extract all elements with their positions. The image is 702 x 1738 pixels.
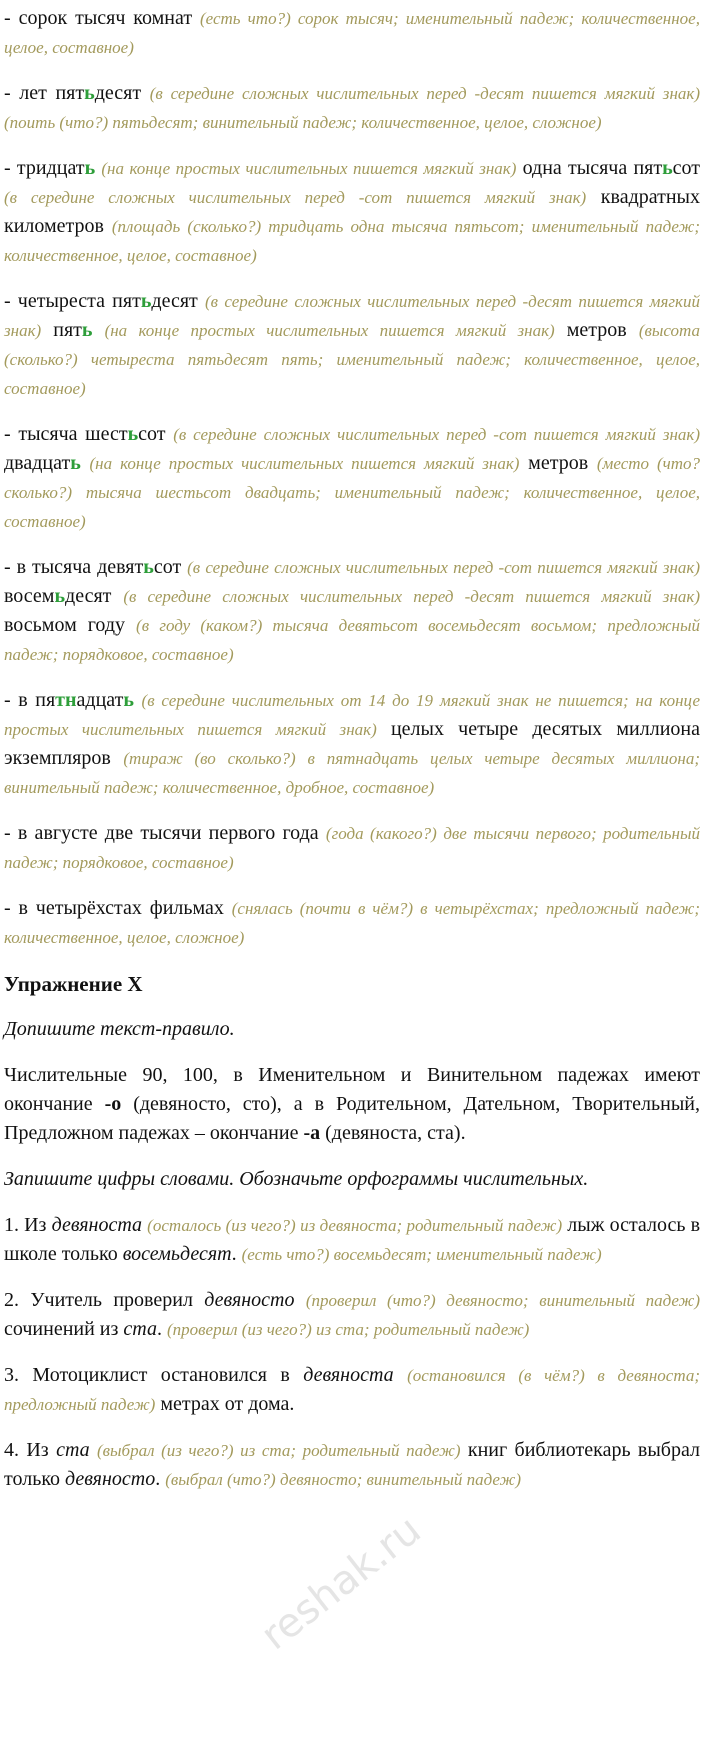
text-fragment: сочинений из: [4, 1318, 124, 1340]
text-fragment: сот: [153, 556, 188, 578]
numeral-word: девяносто: [65, 1468, 156, 1490]
text-fragment: Числительные 90, 100, в Именительном и Винительном падежах имеют окончание: [4, 1064, 700, 1115]
grammar-comment: (тираж (во сколько?) в пятнадцать целых четыре десятых миллиона; винительный падеж; количественное, дробное, составное): [4, 749, 700, 797]
grammar-comment: (есть что?) восемьдесят; именительный падеж): [241, 1245, 602, 1264]
text-fragment: целых четыре десятых миллиона экземпляров: [4, 718, 700, 769]
orthogram-highlight: ь: [84, 157, 96, 179]
text-fragment: метрах от дома.: [155, 1393, 295, 1415]
grammar-comment: (проверил (что?) девяносто; винительный падеж): [305, 1291, 701, 1310]
text-fragment: (девяносто, сто), а в Родительном, Дательном, Творительный, Предложном падежах – окончание: [4, 1093, 700, 1144]
text-fragment: 2. Учитель проверил: [4, 1289, 205, 1311]
orthogram-highlight: ь: [84, 82, 95, 104]
numeral-word: ста: [123, 1318, 157, 1340]
sentence-list: [4, 1211, 700, 1494]
orthogram-highlight: ь: [123, 689, 134, 711]
grammar-comment: (на конце простых числительных пишется мягкий знак): [89, 454, 520, 473]
grammar-comment: (на конце простых числительных пишется мягкий знак): [104, 321, 555, 340]
text-fragment: .: [155, 1468, 166, 1490]
grammar-comment: (в середине сложных числительных перед -сот пишется мягкий знак): [4, 188, 587, 207]
text-fragment: - четыреста пят: [4, 290, 141, 312]
text-fragment: восем: [4, 585, 55, 607]
grammar-comment: (в середине сложных числительных перед -десят пишется мягкий знак): [4, 292, 701, 340]
text-fragment: восьмом году: [4, 614, 137, 636]
text-fragment: - в тысяча девят: [4, 556, 144, 578]
text-fragment: десят: [94, 82, 150, 104]
ending-bold: -а: [303, 1122, 321, 1144]
numeral-item: [4, 420, 700, 536]
text-fragment: - в четырёхстах фильмах: [4, 897, 232, 919]
text-fragment: [90, 1439, 97, 1461]
grammar-comment: (площадь (сколько?) тридцать одна тысяча пятьсот; именительный падеж; количественное, целое, составное): [4, 217, 700, 265]
numeral-item: [4, 4, 700, 62]
grammar-comment: (в середине сложных числительных перед -сот пишется мягкий знак): [173, 425, 701, 444]
text-fragment: - в августе две тысячи первого года: [4, 822, 326, 844]
sentence-item: [4, 1361, 700, 1419]
numeral-item: [4, 686, 700, 802]
orthogram-highlight: ь: [127, 423, 139, 445]
text-fragment: книг библиотекарь выбрал только: [4, 1439, 701, 1490]
grammar-comment: (высота (сколько?) четыреста пятьдесят пять; именительный падеж; количественное, целое, составное): [4, 321, 700, 398]
orthogram-highlight: ь: [662, 157, 673, 179]
text-fragment: адцат: [76, 689, 124, 711]
rule-text: [4, 1061, 700, 1148]
watermark: reshak.ru: [252, 1506, 430, 1660]
text-fragment: сот: [672, 157, 701, 179]
numeral-item: [4, 553, 700, 669]
text-fragment: [394, 1364, 407, 1386]
grammar-comment: (осталось (из чего?) из девяноста; родительный падеж): [147, 1216, 563, 1235]
grammar-comment: (проверил (из чего?) из ста; родительный падеж): [167, 1320, 530, 1339]
numeral-word: девяносто: [204, 1289, 295, 1311]
text-fragment: - в пя: [4, 689, 56, 711]
numeral-word: девяноста: [51, 1214, 143, 1236]
exercise-heading: Упражнение X: [4, 972, 143, 996]
grammar-comment: (снялась (почти в чём?) в четырёхстах; предложный падеж; количественное, целое, сложное): [4, 899, 700, 947]
numeral-word: ста: [56, 1439, 90, 1461]
text-fragment: [295, 1289, 306, 1311]
numeral-list: [4, 4, 700, 952]
text-fragment: 3. Мотоциклист остановился в: [4, 1364, 304, 1386]
orthogram-highlight: ь: [81, 319, 93, 341]
numeral-item: [4, 79, 700, 137]
text-fragment: .: [231, 1243, 242, 1265]
grammar-comment: (в середине числительных от 14 до 19 мягкий знак не пишется; на конце простых числительных пишется мягкий знак): [4, 691, 700, 739]
grammar-comment: (остановился (в чём?) в девяноста; предложный падеж): [4, 1366, 701, 1414]
text-fragment: .: [157, 1318, 167, 1340]
grammar-comment: (в середине сложных числительных перед -сот пишется мягкий знак): [187, 558, 700, 577]
grammar-comment: (есть что?) сорок тысяч; именительный падеж; количественное, целое, составное): [4, 9, 700, 57]
text-fragment: квадратных километров: [4, 186, 700, 237]
text-fragment: десят: [65, 585, 124, 607]
text-fragment: сот: [138, 423, 174, 445]
orthogram-highlight: тн: [55, 689, 77, 711]
grammar-comment: (в середине сложных числительных перед -десят пишется мягкий знак): [123, 587, 700, 606]
text-fragment: - тысяча шест: [4, 423, 128, 445]
numeral-item: [4, 287, 700, 403]
text-fragment: - тридцат: [4, 157, 85, 179]
orthogram-highlight: ь: [140, 290, 152, 312]
text-fragment: лыж осталось в школе только: [4, 1214, 701, 1265]
text-fragment: 1. Из: [4, 1214, 52, 1236]
text-fragment: метров: [519, 452, 597, 474]
grammar-comment: (в году (каком?) тысяча девятьсот восемьдесят восьмом; предложный падеж; порядковое, составное): [4, 616, 700, 664]
text-fragment: - сорок тысяч комнат: [4, 7, 200, 29]
text-fragment: 4. Из: [4, 1439, 57, 1461]
orthogram-highlight: ь: [70, 452, 81, 474]
sentence-item: [4, 1286, 700, 1344]
text-fragment: метров: [554, 319, 639, 341]
text-fragment: - лет пят: [4, 82, 85, 104]
orthogram-highlight: ь: [54, 585, 66, 607]
text-fragment: [81, 452, 90, 474]
text-fragment: [92, 319, 104, 341]
task-instruction-2: Запишите цифры словами. Обозначьте орфограммы числительных.: [4, 1168, 589, 1190]
sentence-item: [4, 1436, 700, 1494]
text-fragment: десят: [151, 290, 205, 312]
orthogram-highlight: ь: [143, 556, 154, 578]
grammar-comment: (выбрал (что?) девяносто; винительный падеж): [165, 1470, 521, 1489]
text-fragment: [134, 689, 142, 711]
task-instruction-1: Допишите текст-правило.: [4, 1018, 235, 1040]
ending-bold: -о: [104, 1093, 122, 1115]
grammar-comment: (в середине сложных числительных перед -десят пишется мягкий знак) (поить (что?) пятьдесят; винительный падеж; количественное, целое, сложное): [4, 84, 700, 132]
text-fragment: одна тысяча пят: [516, 157, 663, 179]
grammar-comment: (выбрал (из чего?) из ста; родительный падеж): [97, 1441, 461, 1460]
grammar-comment: (года (какого?) две тысячи первого; родительный падеж; порядковое, составное): [4, 824, 700, 872]
text-fragment: пят: [41, 319, 82, 341]
sentence-item: [4, 1211, 700, 1269]
grammar-comment: (место (что? сколько?) тысяча шестьсот двадцать; именительный падеж; количественное, целое, составное): [4, 454, 701, 531]
numeral-word: восемьдесят: [122, 1243, 232, 1265]
text-fragment: двадцат: [4, 452, 71, 474]
text-fragment: (девяноста, ста).: [320, 1122, 466, 1144]
grammar-comment: (на конце простых числительных пишется мягкий знак): [101, 159, 517, 178]
numeral-item: [4, 154, 700, 270]
numeral-item: [4, 819, 700, 877]
numeral-item: [4, 894, 700, 952]
numeral-word: девяноста: [303, 1364, 394, 1386]
